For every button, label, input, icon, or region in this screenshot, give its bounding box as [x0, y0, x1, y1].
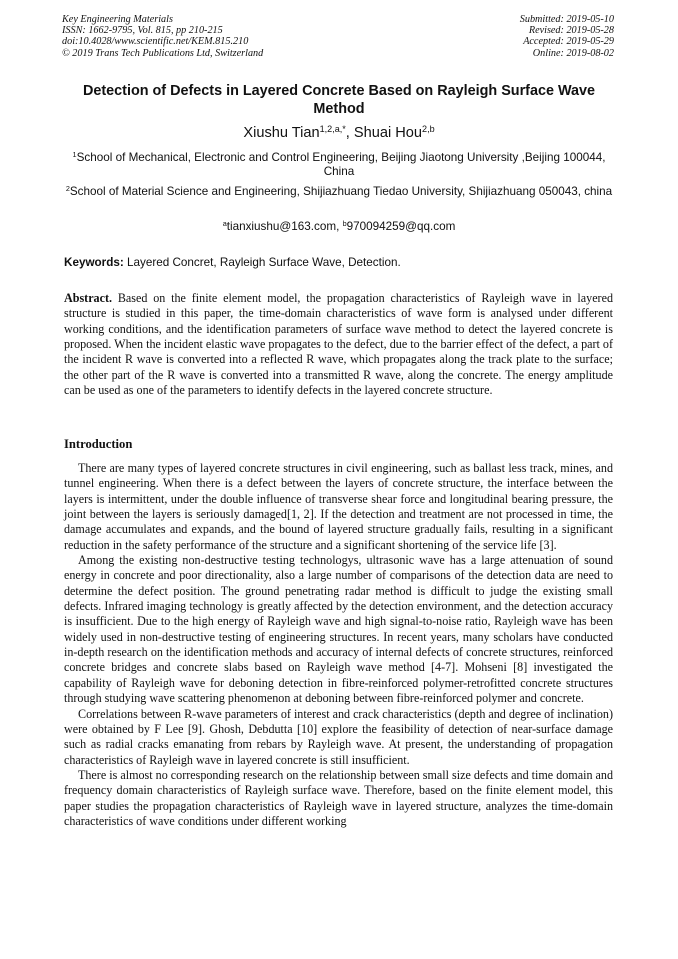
- submitted-date: Submitted: 2019-05-10: [519, 14, 614, 25]
- affiliation-2: [60, 185, 618, 199]
- keywords-text: Layered Concret, Rayleigh Surface Wave, Detection.: [123, 256, 401, 269]
- accepted-date: Accepted: 2019-05-29: [523, 36, 614, 48]
- issn-line: ISSN: 1662-9795, Vol. 815, pp 210-215: [62, 25, 223, 37]
- email-mark: a: [222, 219, 227, 229]
- abstract-label: Abstract.: [64, 291, 113, 305]
- paragraph: Correlations between R-wave parameters of interest and crack characteristics (depth and degree of inclination) were obtained by F Lee [9]. Ghosh, Debdutta [10] explore the feasibility of detection of near-surface damage such as radial cracks emanating from rebars by Rayleigh wave. At present, the understanding of propagation characteristics of Rayleigh wave in layered concrete is still insufficient.: [64, 706, 613, 767]
- author-list: [60, 124, 618, 142]
- author-affiliation-mark: 1,2,a,*: [319, 124, 346, 135]
- affiliation-text: School of Mechanical, Electronic and Control Engineering, Beijing Jiaotong University ,Beijing 100044, China: [76, 151, 606, 179]
- email-mark: b: [342, 219, 347, 229]
- journal-name: Key Engineering Materials: [62, 14, 173, 25]
- paragraph: Among the existing non-destructive testing technologys, ultrasonic wave has a large attenuation of sound energy in concrete and poor directionality, also a large number of comparisons of the detection data are need to determine the defect position. The ground penetrating radar method is difficult to judge the existing small defects. Infrared imaging technology is greatly affected by the detection environment, and the detection accuracy is insufficient. Due to the high energy of Rayleigh wave and high signal-to-noise ratio, Rayleigh wave has been widely used in non-destructive testing of engineering structures. In recent years, many scholars have conducted in-depth research on the identification methods and accuracy of internal defects of concrete structures, reinforced concrete bridges and concrete slabs based on Rayleigh wave method [4-7]. Mohseni [8] investigated the capability of Rayleigh wave for deboning detection in fibre-reinforced polymer-retrofitted concrete structures through studying wave scattering phenomenon at deboning between fibre-reinforced polymer and concrete.: [64, 553, 613, 706]
- section-heading-introduction: Introduction: [64, 437, 133, 451]
- affiliation-mark: 2: [65, 184, 70, 194]
- author-separator: ,: [345, 125, 354, 141]
- keywords: [64, 256, 616, 270]
- doi-line[interactable]: doi:10.4028/www.scientific.net/KEM.815.210: [62, 36, 249, 48]
- abstract-text: Based on the finite element model, the propagation characteristics of Rayleigh wave in layered structure is studied in this paper, the time-domain characteristics of wave form is analysed under different working conditions, and the identification parameters of surface wave method to detect the layered concrete is proposed. When the incident elastic wave propagates to the defect, due to the barrier effect of the defect, a part of the incident R wave is converted into a reflected R wave, which propagates along the track plate to the surface; the other part of the R wave is converted into a transmitted R wave, along the concrete. The energy amplitude can be used as one of the parameters to identify defects in the layered concrete structure.: [64, 291, 613, 398]
- paragraph: There is almost no corresponding research on the relationship between small size defects and time domain and frequency domain characteristics of Rayleigh surface wave. Therefore, based on the finite element model, this paper studies the propagation characteristics of Rayleigh wave in layered structure, analyzes the time-domain characteristics of wave conditions under different working: [64, 767, 613, 828]
- introduction-body: [64, 461, 613, 829]
- revised-date: Revised: 2019-05-28: [528, 25, 614, 37]
- journal-info: [62, 14, 263, 59]
- affiliation-1: [60, 151, 618, 180]
- affiliation-mark: 1: [72, 150, 77, 160]
- author-name: Shuai Hou: [353, 125, 423, 141]
- online-date: Online: 2019-08-02: [532, 47, 614, 59]
- email-separator: ,: [336, 220, 343, 233]
- author-affiliation-mark: 2,b: [422, 124, 435, 135]
- keywords-label: Keywords:: [64, 256, 124, 269]
- affiliation-text: School of Material Science and Engineering, Shijiazhuang Tiedao University, Shijiazhuang 050043, china: [69, 185, 613, 198]
- abstract: [64, 291, 613, 398]
- paper-title: Detection of Defects in Layered Concrete Based on Rayleigh Surface Wave Method: [82, 83, 596, 117]
- copyright-line: © 2019 Trans Tech Publications Ltd, Switzerland: [62, 47, 264, 59]
- email-link[interactable]: 970094259@qq.com: [346, 220, 456, 233]
- submission-dates: [520, 14, 614, 59]
- email-link[interactable]: tianxiushu@163.com: [226, 220, 337, 233]
- author-name: Xiushu Tian: [243, 125, 320, 141]
- email-list: [60, 220, 618, 234]
- paragraph: There are many types of layered concrete structures in civil engineering, such as ballast less track, mines, and tunnel engineering. When there is a defect between the layers of concrete structure, the interface between the layers is intermittent, under the double influence of transverse shear force and longitudinal bearing pressure, the joint between the layers is seriously damaged[1, 2]. If the detection and treatment are not processed in time, the damage accumulates and expands, and the bound of layered structure gradually fails, resulting in a significant reduction in the safety performance of the structure and a significant shortening of the service life [3].: [64, 461, 613, 552]
